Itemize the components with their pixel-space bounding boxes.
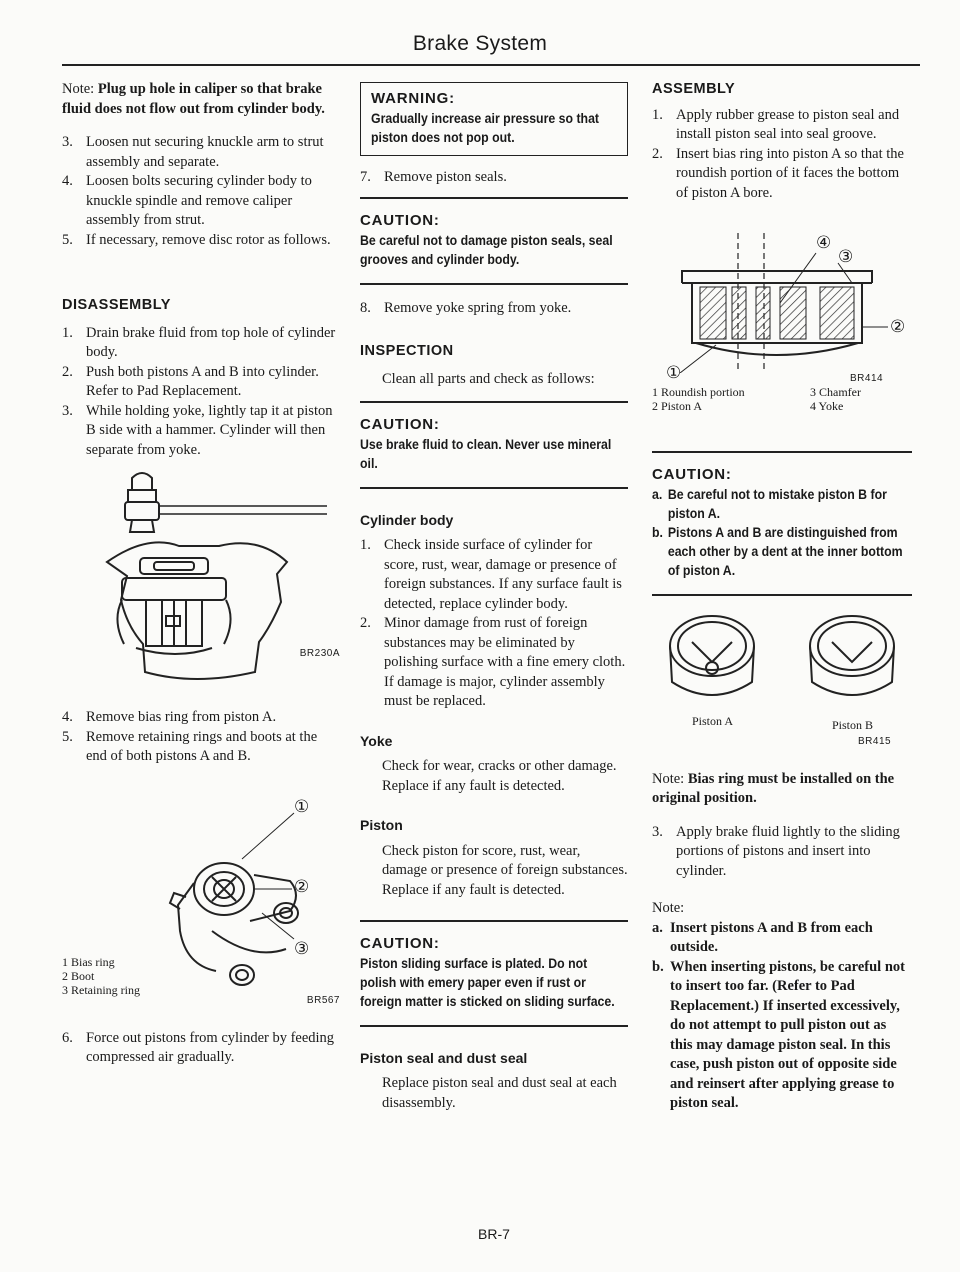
note-plug-hole — [62, 80, 340, 119]
step-5 — [62, 728, 340, 767]
heading-assembly: ASSEMBLY — [652, 81, 736, 97]
figure-code: BR567 — [306, 994, 340, 1006]
inspection-text: Clean all parts and check as follows: — [382, 370, 595, 387]
note-lead: Note: — [652, 770, 685, 787]
figure-legend-left — [652, 385, 745, 413]
caution-box — [360, 401, 628, 489]
callout-3: ③ — [838, 247, 854, 266]
item-letter: b. — [652, 958, 664, 975]
note-lead: Note: — [62, 81, 95, 97]
step-num: 4. — [62, 173, 73, 189]
figure-code: BR415 — [858, 735, 892, 747]
step-num: 4. — [62, 709, 73, 725]
step-4 — [62, 172, 340, 231]
step-num: 5. — [62, 231, 73, 248]
warning-title: WARNING: — [371, 90, 455, 107]
figure-bias-ring — [62, 779, 340, 1023]
caution-title: CAUTION: — [360, 416, 440, 433]
note-item — [652, 919, 912, 958]
item-text: Be careful not to mistake piston B for piston A. — [667, 485, 887, 521]
step-num: 1. — [360, 537, 371, 553]
header-rule — [62, 64, 920, 66]
step-3 — [62, 402, 340, 461]
step-text: Loosen nut securing knuckle arm to strut assembly and separate. — [86, 134, 324, 170]
step-num: 2. — [62, 363, 73, 380]
legend-item: 1 Roundish portion — [652, 385, 745, 399]
figure-legend-right — [810, 385, 861, 413]
seal-text: Replace piston seal and dust seal at each disassembly. — [382, 1075, 617, 1111]
figure-hammer-caliper — [62, 466, 340, 694]
bias-ring-install-diagram — [652, 223, 912, 373]
caution-box — [360, 920, 628, 1027]
step-2 — [62, 363, 340, 402]
step-num: 2. — [652, 145, 663, 162]
caution-body: Be careful not to damage piston seals, seal grooves and cylinder body. — [360, 231, 613, 267]
step-text: Remove piston seals. — [384, 168, 507, 185]
item-letter: a. — [652, 485, 663, 502]
step-8 — [360, 299, 628, 319]
figure-pistons — [652, 612, 912, 747]
hammer-caliper-diagram — [62, 466, 340, 694]
figure-bias-ring-install — [652, 223, 912, 413]
step-text: Remove yoke spring from yoke. — [384, 299, 572, 316]
step-text: While holding yoke, lightly tap it at piston B side with a hammer. Cylinder will then separate from yoke. — [86, 402, 333, 458]
step-text: Push both pistons A and B into cylinder. Refer to Pad Replacement. — [86, 363, 319, 399]
callout-1: ① — [294, 796, 310, 816]
step-text: Remove bias ring from piston A. — [86, 709, 277, 725]
figure-code: BR230A — [299, 648, 340, 659]
step-text: Insert bias ring into piston A so that the roundish portion of it faces the bottom of piston A bore. — [676, 145, 904, 201]
caution-item — [652, 485, 911, 523]
step-num: 1. — [652, 106, 663, 123]
step-7 — [360, 168, 628, 188]
step-text: Check inside surface of cylinder for score, rust, wear, damage or presence of foreign substances. If any surface fault is detected, replace cylinder body. — [384, 537, 622, 612]
caution-item — [652, 523, 911, 580]
caution-body: Use brake fluid to clean. Never use mineral oil. — [360, 435, 612, 471]
callout-4: ④ — [816, 233, 832, 252]
step-5 — [62, 231, 340, 251]
warning-body: Gradually increase air pressure so that piston does not pop out. — [371, 109, 600, 145]
note-bias-ring — [652, 770, 912, 809]
caution-title: CAUTION: — [360, 935, 440, 952]
label-piston-a: Piston A — [692, 713, 734, 728]
warning-box — [360, 82, 628, 156]
item-text: Insert pistons A and B from each outside. — [670, 919, 873, 955]
step-num: 3. — [62, 402, 73, 419]
item-text: Pistons A and B are distinguished from each other by a dent at the inner bottom of piston A. — [667, 523, 903, 578]
step-6 — [62, 1029, 340, 1068]
heading-cylinder-body: Cylinder body — [360, 511, 454, 528]
figure-code: BR414 — [850, 373, 884, 384]
heading-inspection: INSPECTION — [360, 343, 454, 359]
note-text: Bias ring must be installed on the original position. — [652, 770, 895, 806]
step-text: Apply brake fluid lightly to the sliding portions of pistons and insert into cylinder. — [676, 823, 900, 879]
piston-text: Check piston for score, rust, wear, damage or presence of foreign substances. Replace if any fault is detected. — [382, 842, 628, 898]
legend-item: 3 Retaining ring — [62, 982, 140, 997]
yoke-text: Check for wear, cracks or other damage. Replace if any fault is detected. — [382, 758, 617, 794]
column-middle — [360, 80, 628, 1113]
step-text: Force out pistons from cylinder by feeding compressed air gradually. — [86, 1029, 335, 1065]
step-num: 3. — [62, 134, 73, 150]
step-num: 7. — [360, 168, 371, 185]
heading-piston: Piston — [360, 817, 403, 833]
label-piston-b: Piston B — [832, 717, 874, 732]
legend-item: 3 Chamfer — [810, 385, 861, 399]
note-lead: Note: — [652, 900, 685, 916]
legend-item: 4 Yoke — [810, 399, 844, 413]
figure-legend — [62, 955, 140, 997]
step-num: 1. — [62, 324, 73, 341]
step-num: 3. — [652, 823, 663, 840]
heading-disassembly: DISASSEMBLY — [62, 297, 171, 313]
step-text: Loosen bolts securing cylinder body to knuckle spindle and remove caliper assembly from strut. — [86, 173, 312, 228]
step-num: 8. — [360, 299, 371, 316]
item-letter: b. — [652, 523, 663, 540]
step-3 — [652, 823, 912, 882]
page-number: BR-7 — [478, 1226, 510, 1242]
column-right — [652, 80, 912, 1114]
step-num: 6. — [62, 1029, 73, 1046]
caution-title: CAUTION: — [652, 466, 732, 483]
callout-2: ② — [294, 876, 310, 896]
step-text: Apply rubber grease to piston seal and install piston seal into seal groove. — [676, 106, 900, 142]
item-letter: a. — [652, 919, 663, 936]
step-2 — [360, 614, 628, 712]
step-1 — [652, 106, 912, 145]
step-1 — [360, 536, 628, 614]
step-3 — [62, 133, 340, 172]
legend-item: 2 Piston A — [652, 399, 703, 413]
step-num: 2. — [360, 615, 371, 631]
caution-box — [652, 451, 912, 596]
legend-item: 1 Bias ring — [62, 954, 115, 969]
item-text: When inserting pistons, be careful not to insert too far. (Refer to Pad Replacement.) If inserted excessively, do not attempt to pull piston out as this may damage piston seal. In this case, push piston out of opposite side and reinsert after applying grease to piston seal. — [670, 958, 905, 1111]
callout-2: ② — [890, 317, 906, 336]
pistons-diagram — [652, 612, 912, 712]
step-1 — [62, 324, 340, 363]
legend-item: 2 Boot — [62, 968, 95, 983]
heading-piston-seal: Piston seal and dust seal — [360, 1049, 528, 1066]
note-item — [652, 958, 912, 1114]
step-2 — [652, 145, 912, 204]
callout-1: ① — [666, 363, 682, 382]
step-text: Drain brake fluid from top hole of cylinder body. — [86, 324, 336, 360]
callout-3: ③ — [294, 938, 310, 958]
caution-box — [360, 197, 628, 285]
heading-yoke: Yoke — [360, 732, 393, 749]
note-text: Plug up hole in caliper so that brake fluid does not flow out from cylinder body. — [62, 81, 325, 117]
step-4 — [62, 708, 340, 728]
caution-title: CAUTION: — [360, 212, 440, 229]
step-text: If necessary, remove disc rotor as follows. — [86, 231, 331, 248]
column-left — [62, 80, 340, 1068]
caution-body: Piston sliding surface is plated. Do not polish with emery paper even if rust or foreign matter is sticked on sliding surface. — [360, 954, 615, 1009]
page-header-title: Brake System — [412, 32, 548, 55]
step-text: Remove retaining rings and boots at the end of both pistons A and B. — [86, 728, 318, 764]
step-num: 5. — [62, 728, 73, 745]
step-text: Minor damage from rust of foreign substances may be eliminated by polishing surface with a fine emery cloth. If damage is major, cylinder assembly must be replaced. — [384, 615, 626, 709]
